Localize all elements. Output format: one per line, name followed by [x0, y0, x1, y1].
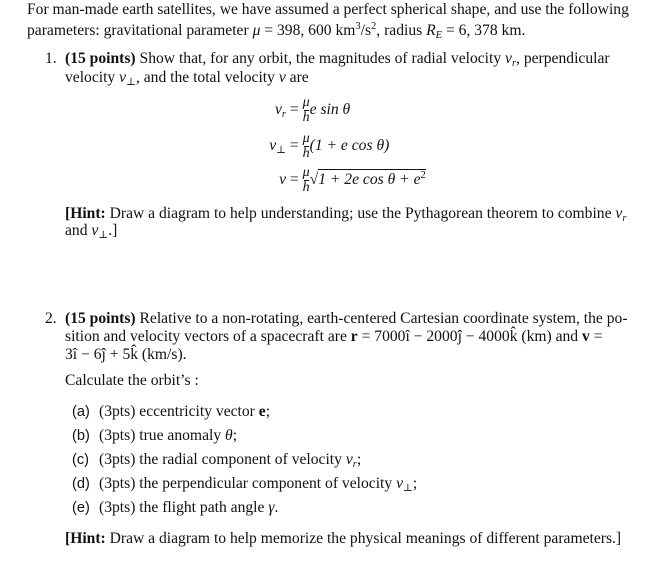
q1-line-1: (15 points) Show that, for any orbit, the magnitudes of radial velocity $v_r$, perpendicular	[65, 50, 610, 69]
r-vector: r	[350, 328, 358, 345]
q1-hint-line-1: [Hint: Draw a diagram to help understanding; use the Pythagorean theorem to combine $v_r$	[65, 205, 627, 224]
item-a-label: (a)	[72, 404, 90, 420]
eq2-rhs: (1 + e cos θ)	[309, 137, 390, 155]
item-e-end: .	[274, 499, 279, 516]
v-vector: v	[582, 328, 590, 345]
q2-line-2	[65, 327, 603, 347]
q1-number: 1.	[45, 50, 57, 67]
equation-perpendicular-velocity: $v_\perp$ = $\frac{\mu}{h}$ (1 + e cos θ)	[269, 131, 390, 161]
q1-text-2c: are	[285, 69, 309, 86]
intro-line-2: parameters: gravitational parameter μ = 398, 600 $km^3/s^2$, radius $R_E = 6$, 378 km.	[27, 21, 526, 41]
item-b-end: ;	[232, 427, 238, 444]
item-e-label: (e)	[72, 500, 90, 516]
q2-hint-label: [Hint:	[65, 530, 106, 547]
eq3-sqrt-content: 1 + 2e cos θ + e	[318, 171, 421, 189]
q2-text-2b: = 7000î − 2000ĵ − 4000k̂ (km) and	[357, 328, 583, 345]
item-b-symbol: θ	[225, 427, 233, 444]
q2-calc-line	[65, 371, 199, 391]
q2-text-2c: =	[589, 328, 603, 345]
equation-total-velocity: v = $\frac{\mu}{h}$ √1 + 2e $\cos \theta + e^2$	[279, 165, 426, 195]
q1-line-2: velocity $v_\perp$, and the total velocity v are	[65, 69, 309, 88]
item-c-label: (c)	[72, 452, 90, 468]
q2-item-a	[72, 402, 271, 422]
q2-item-c: (c) (3pts) the radial component of velocity $v_r$;	[72, 451, 362, 470]
q1-hint-text-2b: .]	[108, 222, 118, 239]
re-subscript: E	[435, 30, 443, 41]
q2-points: (15 points)	[65, 310, 136, 327]
q2-hint-text: Draw a diagram to help memorize the physical meanings of different parameters.]	[105, 530, 622, 547]
q1-text-1a: Show that, for any orbit, the magnitudes of radial velocity	[135, 50, 506, 67]
intro-text-1: For man-made earth satellites, we have assumed a perfect spherical shape, and use the following	[27, 1, 629, 18]
q2-text-1: Relative to a non-rotating, earth-centered Cartesian coordinate system, the po-	[135, 310, 628, 327]
mu-symbol: μ	[252, 22, 261, 39]
re-symbol: R	[426, 22, 436, 39]
q2-item-e	[72, 498, 279, 518]
q1-points: (15 points)	[65, 50, 136, 67]
item-d-label: (d)	[72, 476, 90, 492]
q1-text-2b: , and the total velocity	[135, 69, 279, 86]
item-c-text: (3pts) the radial component of velocity	[99, 451, 346, 468]
q1-text-2a: velocity	[65, 69, 120, 86]
item-a-end: ;	[265, 403, 271, 420]
eq1-rhs: e sin θ	[309, 101, 351, 119]
re-value: = 6, 378 km.	[442, 22, 526, 39]
q1-text-1b: , perpendicular	[516, 50, 610, 67]
q1-hint-text-2a: and	[65, 222, 92, 239]
q2-hint	[65, 529, 621, 549]
item-d-symbol: v	[396, 475, 403, 492]
item-a-text: (3pts) eccentricity vector	[99, 403, 259, 420]
q2-line-3	[65, 345, 187, 365]
q2-line-1	[65, 309, 628, 329]
q1-hint-label: [Hint:	[65, 205, 106, 222]
item-c-end: ;	[356, 451, 362, 468]
q1-hint-text-1: Draw a diagram to help understanding; use the Pythagorean theorem to combine	[105, 205, 616, 222]
q1-hint-line-2: and $v_\perp$.]	[65, 222, 118, 241]
mu-units: /s	[360, 22, 372, 39]
mu-value: = 398, 600 km	[260, 22, 356, 39]
q2-text-3: 3î − 6ĵ + 5k̂ (km/s).	[65, 346, 187, 363]
q2-item-d: (d) (3pts) the perpendicular component of velocity $v_\perp$;	[72, 475, 418, 494]
q2-calc-text: Calculate the orbit’s :	[65, 372, 199, 389]
item-b-label: (b)	[72, 428, 90, 444]
item-b-text: (3pts) true anomaly	[99, 427, 226, 444]
item-d-text: (3pts) the perpendicular component of velocity	[99, 475, 397, 492]
item-a-symbol: e	[258, 403, 266, 420]
q2-item-b	[72, 426, 238, 446]
item-e-symbol: γ	[268, 499, 275, 516]
item-d-end: ;	[412, 475, 418, 492]
item-e-text: (3pts) the flight path angle	[99, 499, 269, 516]
intro-text-2b: , radius	[376, 22, 427, 39]
intro-text-2a: parameters: gravitational parameter	[27, 22, 253, 39]
q2-number: 2.	[45, 310, 57, 327]
q2-text-2a: sition and velocity vectors of a spacecraft are	[65, 328, 351, 345]
item-c-symbol: v	[345, 451, 353, 468]
equation-radial-velocity: $v_r$ = $\frac{\mu}{h}$ e sin θ	[274, 95, 351, 125]
